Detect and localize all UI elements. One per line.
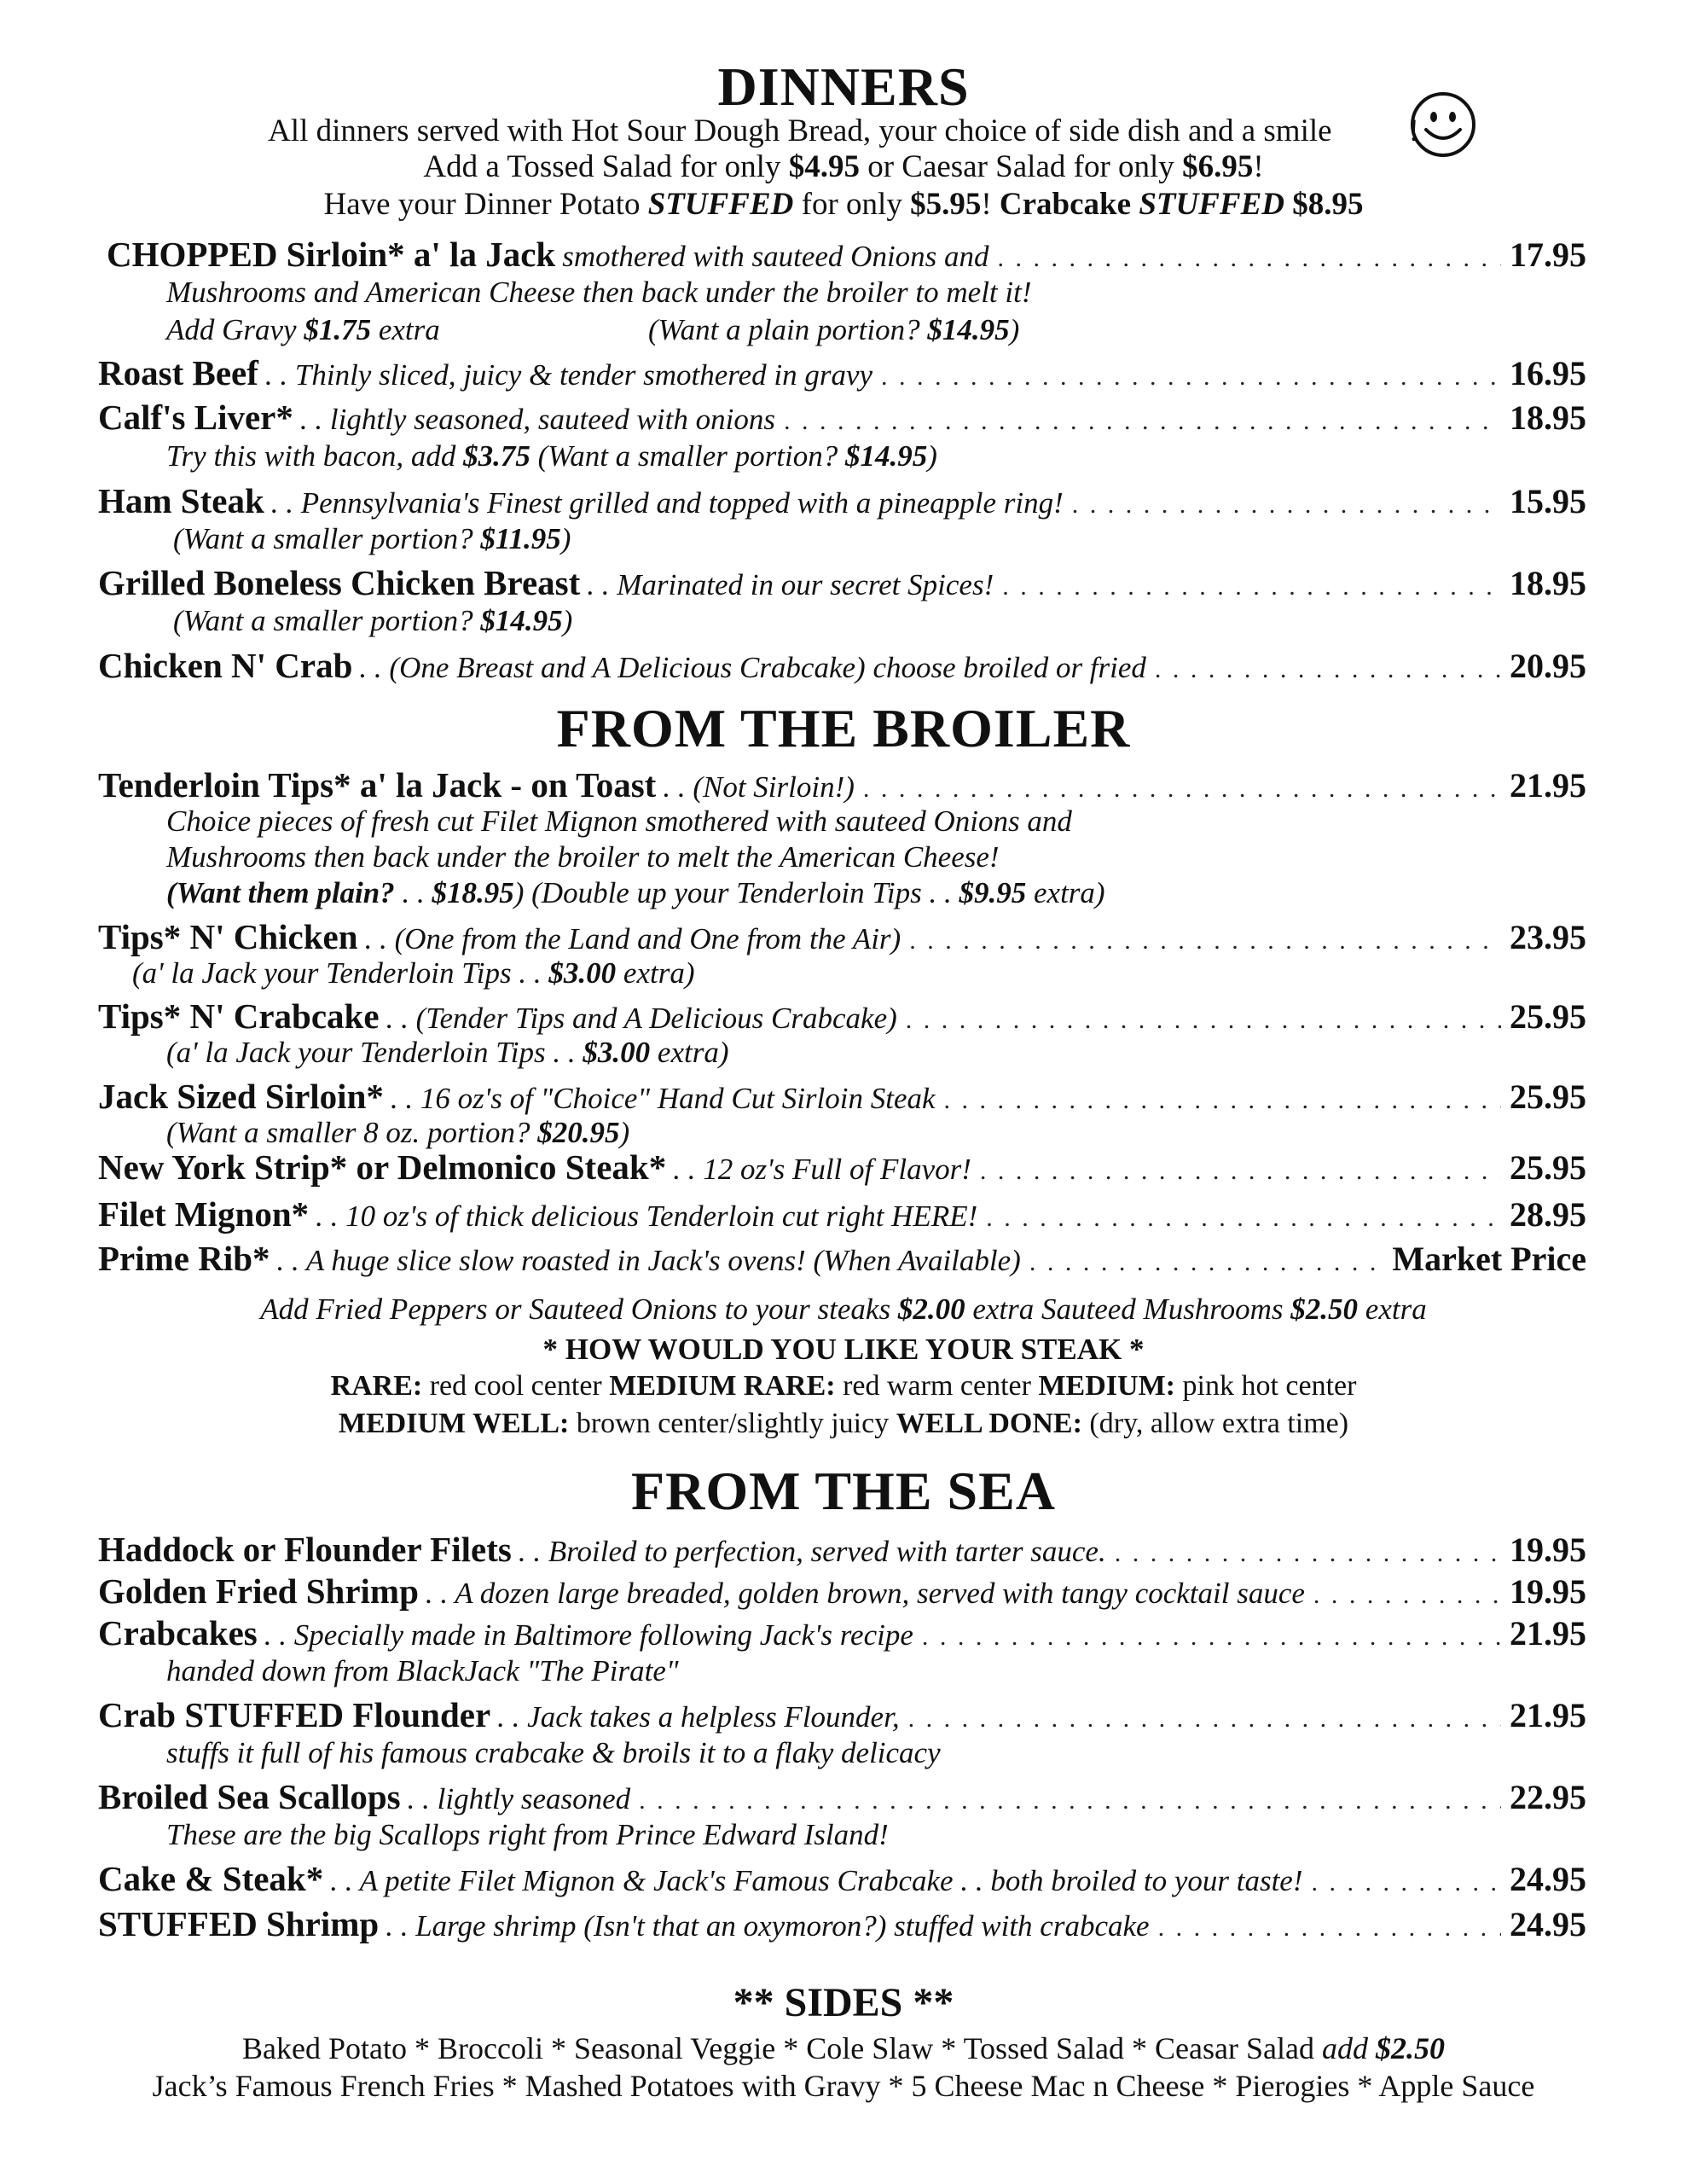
item-price: 19.95 bbox=[1510, 1572, 1586, 1611]
item-description: . . Thinly sliced, juicy & tender smothered in gravy bbox=[264, 358, 873, 392]
smaller-portion-price: $20.95 bbox=[537, 1116, 620, 1149]
stuffed-word-2: STUFFED bbox=[1139, 187, 1284, 222]
item-description: . . (One from the Land and One from the Air) bbox=[364, 922, 901, 956]
item-price: 24.95 bbox=[1510, 1860, 1586, 1898]
note-text: . . bbox=[394, 876, 432, 909]
note-text-bold: (Want them plain? bbox=[166, 876, 395, 909]
item-name: Haddock or Flounder Filets bbox=[98, 1530, 512, 1569]
item-name: Grilled Boneless Chicken Breast bbox=[98, 563, 581, 602]
menu-item bbox=[98, 1147, 1586, 1191]
dot-leader bbox=[986, 1199, 1501, 1238]
item-name: Prime Rib* bbox=[98, 1239, 270, 1278]
item-description: . . Marinated in our secret Spices! bbox=[587, 568, 994, 601]
plain-portion-price: $14.95 bbox=[927, 313, 1010, 346]
dot-leader bbox=[908, 1699, 1501, 1739]
steak-doneness-line-2 bbox=[0, 1405, 1687, 1443]
note-text: ) bbox=[1009, 313, 1020, 346]
menu-item bbox=[98, 1695, 1586, 1739]
item-note bbox=[166, 439, 937, 474]
intro2-text-b: or Caesar Salad for only bbox=[859, 149, 1183, 184]
item-note bbox=[648, 312, 1019, 348]
item-description: . . A dozen large breaded, golden brown, served with tangy cocktail sauce bbox=[425, 1577, 1305, 1610]
broiler-heading: FROM THE BROILER bbox=[556, 698, 1131, 758]
sides-line-2: Jack’s Famous French Fries * Mashed Potatoes with Gravy * 5 Cheese Mac n Cheese * Pierogies * Apple Sauce bbox=[152, 2069, 1535, 2103]
item-price: Market Price bbox=[1392, 1240, 1586, 1278]
item-name: Crab STUFFED Flounder bbox=[98, 1695, 491, 1734]
item-note bbox=[166, 875, 1105, 911]
item-name: CHOPPED Sirloin* a' la Jack bbox=[107, 235, 556, 274]
crabcake-word: Crabcake bbox=[999, 187, 1139, 222]
doneness-text: (dry, allow extra time) bbox=[1081, 1408, 1349, 1439]
menu-item bbox=[98, 917, 1586, 961]
note-text: Add Gravy bbox=[166, 313, 304, 346]
item-note: Mushrooms and American Cheese then back under the broiler to melt it! bbox=[166, 276, 1032, 309]
note-text: (a' la Jack your Tenderloin Tips . . bbox=[166, 1036, 583, 1069]
menu-item bbox=[98, 646, 1586, 689]
a-la-jack-price: $3.00 bbox=[548, 956, 617, 990]
double-up-price: $9.95 bbox=[959, 876, 1027, 909]
menu-item bbox=[98, 996, 1586, 1040]
intro2-end: ! bbox=[1253, 149, 1264, 184]
item-price: 28.95 bbox=[1510, 1195, 1586, 1234]
tossed-salad-price: $4.95 bbox=[788, 149, 860, 184]
item-name: Ham Steak bbox=[98, 481, 264, 520]
peppers-onions-price: $2.00 bbox=[897, 1292, 965, 1326]
intro3-text-c: ! bbox=[981, 187, 1000, 222]
item-name: Golden Fried Shrimp bbox=[98, 1571, 419, 1611]
item-price: 21.95 bbox=[1510, 1696, 1586, 1734]
caesar-side-price: $2.50 bbox=[1367, 2031, 1445, 2065]
item-price: 20.95 bbox=[1510, 647, 1586, 685]
item-note bbox=[166, 1115, 629, 1151]
note-text: extra bbox=[371, 313, 440, 346]
dot-leader bbox=[639, 1781, 1501, 1821]
dinners-heading: DINNERS bbox=[717, 56, 970, 117]
doneness-text: red warm center bbox=[835, 1370, 1039, 1402]
note-text: extra) bbox=[650, 1036, 729, 1069]
dot-leader bbox=[922, 1618, 1501, 1657]
dot-leader bbox=[944, 1081, 1501, 1120]
dot-leader bbox=[1029, 1243, 1384, 1282]
gravy-price: $1.75 bbox=[304, 313, 372, 346]
item-name: Broiled Sea Scallops bbox=[98, 1777, 401, 1816]
item-price: 25.95 bbox=[1510, 1148, 1586, 1187]
item-price: 21.95 bbox=[1510, 1614, 1586, 1653]
item-note: These are the big Scallops right from Prince Edward Island! bbox=[166, 1818, 889, 1851]
menu-item bbox=[98, 1859, 1586, 1902]
doneness-label: MEDIUM RARE: bbox=[609, 1370, 836, 1402]
item-name: STUFFED Shrimp bbox=[98, 1904, 380, 1943]
stuffed-word: STUFFED bbox=[647, 187, 794, 222]
note-text: extra) bbox=[616, 956, 695, 990]
steak-doneness-line-1 bbox=[0, 1368, 1687, 1405]
dot-leader bbox=[1158, 1908, 1501, 1948]
item-price: 18.95 bbox=[1510, 398, 1586, 437]
note-text: (a' la Jack your Tenderloin Tips . . bbox=[132, 956, 549, 990]
item-description: . . Jack takes a helpless Flounder, bbox=[497, 1700, 900, 1734]
sides-line-1 bbox=[0, 2030, 1687, 2067]
item-name: Tips* N' Chicken bbox=[98, 917, 358, 956]
item-price: 21.95 bbox=[1510, 766, 1586, 804]
item-name: Crabcakes bbox=[98, 1613, 258, 1653]
item-price: 16.95 bbox=[1510, 354, 1586, 392]
item-description: . . A petite Filet Mignon & Jack's Famous Crabcake . . both broiled to your taste! bbox=[330, 1864, 1303, 1897]
dot-leader bbox=[909, 921, 1501, 961]
item-description: . . 10 oz's of thick delicious Tenderloin cut right HERE! bbox=[316, 1199, 978, 1233]
item-note bbox=[173, 603, 572, 639]
dinners-intro-text: All dinners served with Hot Sour Dough Bread, your choice of side dish and a smile bbox=[268, 113, 1332, 148]
note-text: (Want a smaller portion? bbox=[530, 439, 845, 473]
item-description: . . 16 oz's of "Choice" Hand Cut Sirloin Steak bbox=[390, 1082, 936, 1115]
dot-leader bbox=[980, 1152, 1501, 1191]
dot-leader bbox=[906, 1001, 1501, 1040]
smaller-portion-price: $14.95 bbox=[480, 604, 563, 637]
note-text: ) (Double up your Tenderloin Tips . . bbox=[513, 876, 959, 909]
dot-leader bbox=[881, 357, 1501, 397]
note-text: (Want a smaller 8 oz. portion? bbox=[166, 1116, 538, 1149]
item-description: . . Pennsylvania's Finest grilled and topped with a pineapple ring! bbox=[270, 486, 1064, 520]
item-description: . . Large shrimp (Isn't that an oxymoron?) stuffed with crabcake bbox=[386, 1909, 1150, 1943]
dot-leader bbox=[1115, 1534, 1501, 1573]
note-text: extra bbox=[1358, 1292, 1427, 1326]
dinners-intro-line-2 bbox=[0, 148, 1687, 186]
note-text: ) bbox=[562, 604, 573, 637]
note-text: extra) bbox=[1026, 876, 1105, 909]
item-description: . . (One Breast and A Delicious Crabcake) choose broiled or fried bbox=[359, 651, 1146, 684]
menu-item bbox=[98, 765, 1586, 809]
menu-item bbox=[98, 1777, 1586, 1821]
intro3-text-b: for only bbox=[793, 187, 911, 222]
item-name: Jack Sized Sirloin* bbox=[98, 1077, 384, 1116]
smaller-portion-price: $11.95 bbox=[480, 522, 561, 555]
doneness-label: MEDIUM: bbox=[1038, 1370, 1175, 1402]
item-name: Calf's Liver* bbox=[98, 398, 293, 437]
item-description: smothered with sauteed Onions and bbox=[562, 240, 989, 273]
note-text: Try this with bacon, add bbox=[166, 439, 464, 473]
menu-item bbox=[98, 1194, 1586, 1238]
doneness-text: red cool center bbox=[422, 1370, 610, 1402]
dot-leader bbox=[784, 402, 1501, 441]
item-name: New York Strip* or Delmonico Steak* bbox=[98, 1147, 667, 1187]
plain-price: $18.95 bbox=[432, 876, 514, 909]
note-text: extra Sauteed Mushrooms bbox=[965, 1292, 1291, 1326]
crabcake-stuffed-price: $8.95 bbox=[1284, 187, 1364, 222]
doneness-label: RARE: bbox=[330, 1370, 423, 1402]
menu-item bbox=[98, 1077, 1586, 1120]
item-description: . . (Tender Tips and A Delicious Crabcake) bbox=[386, 1002, 897, 1035]
menu-item bbox=[98, 1530, 1586, 1573]
item-price: 25.95 bbox=[1510, 997, 1586, 1036]
sides-text: Baked Potato * Broccoli * Seasonal Veggie * Cole Slaw * Tossed Salad * Ceasar Salad bbox=[242, 2031, 1322, 2065]
menu-item bbox=[98, 1904, 1586, 1948]
sides-heading: ** SIDES ** bbox=[733, 1980, 954, 2025]
caesar-salad-price: $6.95 bbox=[1182, 149, 1254, 184]
menu-item bbox=[98, 481, 1586, 525]
item-description: . . Broiled to perfection, served with tarter sauce. bbox=[518, 1535, 1106, 1568]
item-price: 15.95 bbox=[1510, 482, 1586, 520]
dinners-intro-line-3 bbox=[0, 186, 1687, 224]
item-price: 19.95 bbox=[1510, 1531, 1586, 1569]
note-text: Add Fried Peppers or Sauteed Onions to your steaks bbox=[260, 1292, 898, 1326]
note-text: ) bbox=[927, 439, 937, 473]
intro3-text: Have your Dinner Potato bbox=[323, 187, 648, 222]
item-description: . . A huge slice slow roasted in Jack's ovens! (When Available) bbox=[276, 1244, 1021, 1277]
dot-leader bbox=[1002, 567, 1501, 607]
dinners-intro-end: ! bbox=[1408, 113, 1419, 148]
menu-item bbox=[98, 398, 1586, 441]
steak-addons bbox=[0, 1291, 1687, 1328]
item-note bbox=[173, 521, 571, 557]
doneness-text: brown center/slightly juicy bbox=[569, 1408, 896, 1439]
menu-item bbox=[98, 1613, 1586, 1657]
item-price: 22.95 bbox=[1510, 1778, 1586, 1816]
item-price: 18.95 bbox=[1510, 564, 1586, 602]
doneness-label: MEDIUM WELL: bbox=[338, 1408, 570, 1439]
dot-leader bbox=[1155, 650, 1501, 689]
dot-leader bbox=[1072, 485, 1501, 525]
item-note bbox=[166, 312, 440, 348]
item-note: handed down from BlackJack "The Pirate" bbox=[166, 1654, 679, 1687]
item-price: 24.95 bbox=[1510, 1905, 1586, 1943]
intro2-text: Add a Tossed Salad for only bbox=[423, 149, 789, 184]
item-description: . . lightly seasoned bbox=[407, 1782, 631, 1815]
item-name: Chicken N' Crab bbox=[98, 646, 353, 685]
item-name: Tips* N' Crabcake bbox=[98, 996, 380, 1036]
sea-heading: FROM THE SEA bbox=[631, 1461, 1056, 1521]
note-text: (Want a smaller portion? bbox=[173, 522, 481, 555]
item-name: Tenderloin Tips* a' la Jack - on Toast bbox=[98, 765, 657, 804]
menu-item bbox=[107, 235, 1586, 278]
item-note bbox=[166, 1035, 728, 1071]
item-name: Cake & Steak* bbox=[98, 1859, 324, 1898]
steak-doneness-title: * HOW WOULD YOU LIKE YOUR STEAK * bbox=[542, 1333, 1145, 1366]
mushrooms-price: $2.50 bbox=[1290, 1292, 1359, 1326]
a-la-jack-price: $3.00 bbox=[583, 1036, 651, 1069]
note-text: (Want a smaller portion? bbox=[173, 604, 481, 637]
item-note bbox=[132, 956, 694, 991]
item-note: stuffs it full of his famous crabcake & broils it to a flaky delicacy bbox=[166, 1736, 941, 1769]
item-name: Filet Mignon* bbox=[98, 1194, 310, 1234]
item-price: 25.95 bbox=[1510, 1077, 1586, 1116]
item-name: Roast Beef bbox=[98, 353, 258, 392]
doneness-label: WELL DONE: bbox=[896, 1408, 1082, 1439]
doneness-text: pink hot center bbox=[1175, 1370, 1357, 1402]
sides-add-word: add bbox=[1321, 2031, 1368, 2065]
item-description: . . (Not Sirloin!) bbox=[663, 770, 855, 804]
note-text: (Want a plain portion? bbox=[648, 313, 928, 346]
item-note: Mushrooms then back under the broiler to melt the American Cheese! bbox=[166, 840, 1000, 874]
note-text: ) bbox=[619, 1116, 630, 1149]
item-note: Choice pieces of fresh cut Filet Mignon smothered with sauteed Onions and bbox=[166, 804, 1072, 838]
note-text: ) bbox=[560, 522, 571, 555]
item-description: . . lightly seasoned, sauteed with onions bbox=[299, 403, 775, 436]
item-description: . . 12 oz's Full of Flavor! bbox=[673, 1153, 971, 1186]
item-price: 17.95 bbox=[1510, 235, 1586, 274]
menu-item bbox=[98, 1571, 1586, 1615]
item-price: 23.95 bbox=[1510, 918, 1586, 956]
bacon-price: $3.75 bbox=[463, 439, 530, 473]
dot-leader bbox=[1313, 1576, 1501, 1615]
stuffed-potato-price: $5.95 bbox=[910, 187, 982, 222]
dot-leader bbox=[1312, 1863, 1502, 1902]
menu-item bbox=[98, 353, 1586, 397]
item-description: . . Specially made in Baltimore following Jack's recipe bbox=[264, 1618, 913, 1652]
menu-item bbox=[98, 563, 1586, 607]
smaller-portion-price: $14.95 bbox=[844, 439, 928, 473]
menu-item bbox=[98, 1239, 1586, 1282]
dot-leader bbox=[998, 239, 1501, 278]
